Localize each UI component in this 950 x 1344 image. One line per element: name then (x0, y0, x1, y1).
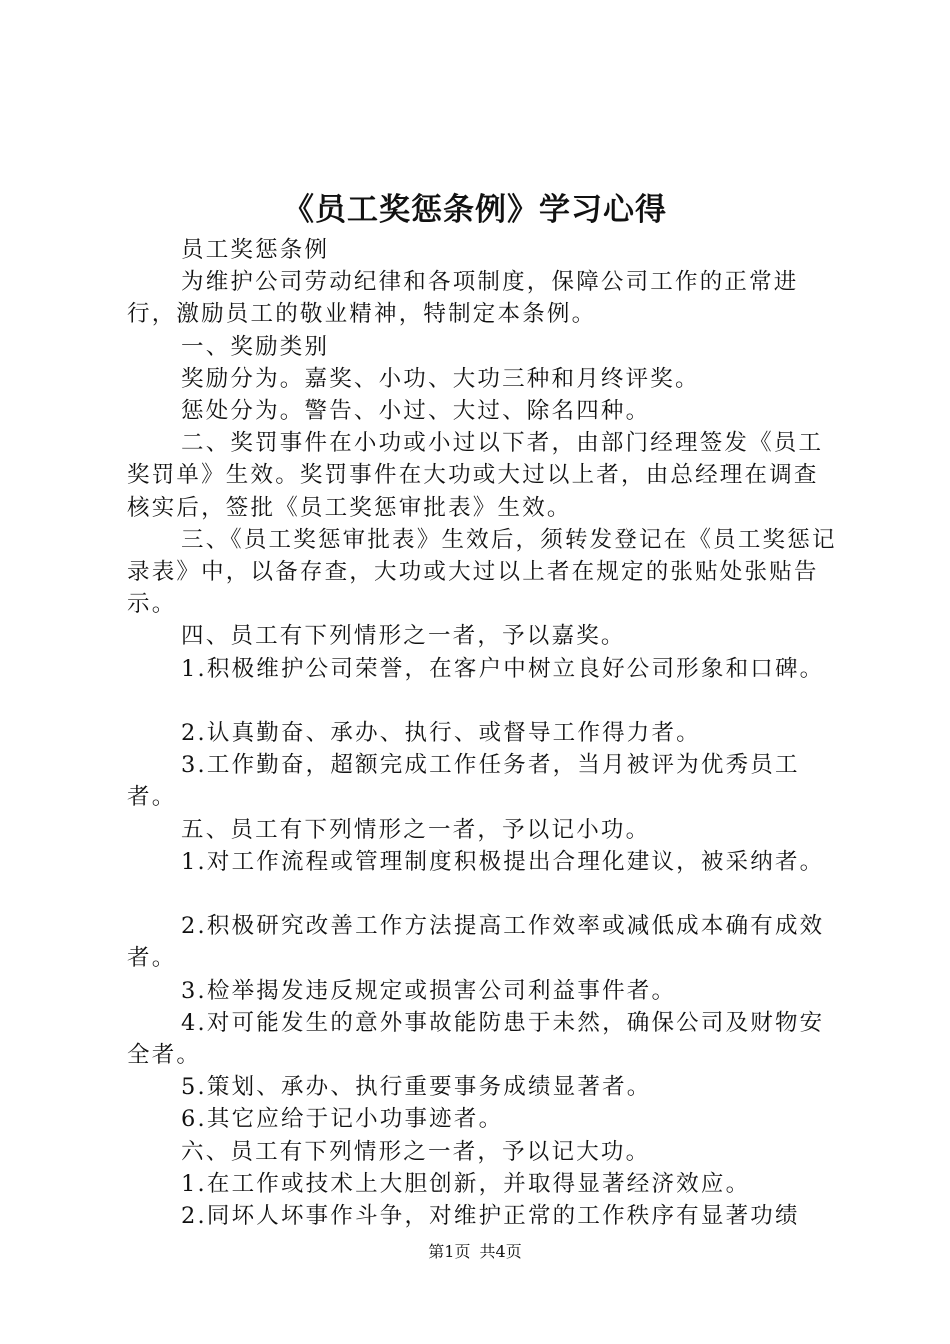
section-heading-5: 五、员工有下列情形之一者，予以记小功。 (181, 816, 651, 843)
list-item: 1.积极维护公司荣誉，在客户中树立良好公司形象和口碑。 (181, 655, 825, 682)
section-heading-1: 一、奖励类别 (181, 333, 330, 360)
section-heading-6: 六、员工有下列情形之一者，予以记大功。 (181, 1138, 651, 1165)
list-item: 6.其它应给于记小功事迹者。 (181, 1106, 504, 1133)
list-item: 2.同坏人坏事作斗争，对维护正常的工作秩序有显著功绩 (181, 1203, 800, 1230)
document-title: 《员工奖惩条例》学习心得 (283, 192, 667, 228)
list-item: 2.积极研究改善工作方法提高工作效率或减低成本确有成效者。 (127, 913, 825, 972)
page-footer (0, 1240, 950, 1264)
list-item: 3.检举揭发违反规定或损害公司利益事件者。 (181, 977, 677, 1004)
section-heading-4: 四、员工有下列情形之一者，予以嘉奖。 (181, 623, 626, 650)
document-body (127, 234, 837, 1232)
list-item: 1.对工作流程或管理制度积极提出合理化建议，被采纳者。 (181, 848, 825, 875)
paragraph-spacer (127, 685, 837, 717)
paragraph-penalty-types: 惩处分为。警告、小过、大过、除名四种。 (181, 398, 651, 425)
list-item: 3.工作勤奋，超额完成工作任务者，当月被评为优秀员工者。 (127, 752, 800, 811)
list-item: 2.认真勤奋、承办、执行、或督导工作得力者。 (181, 720, 701, 747)
section-3: 三、《员工奖惩审批表》生效后，须转发登记在《员工奖惩记录表》中，以备存查，大功或大过以上者在规定的张贴处张贴告示。 (127, 526, 837, 618)
section-2: 二、奖罚事件在小功或小过以下者，由部门经理签发《员工奖罚单》生效。奖罚事件在大功或大过以上者，由总经理在调查核实后，签批《员工奖惩审批表》生效。 (127, 430, 824, 521)
page-total: 共4页 (479, 1242, 522, 1261)
list-item: 4.对可能发生的意外事故能防患于未然，确保公司及财物安全者。 (127, 1009, 825, 1069)
paragraph-spacer (127, 878, 837, 910)
paragraph-heading: 员工奖惩条例 (181, 237, 330, 263)
page-number: 第1页 (428, 1242, 471, 1261)
list-item: 1.在工作或技术上大胆创新，并取得显著经济效应。 (181, 1170, 751, 1197)
paragraph-intro: 为维护公司劳动纪律和各项制度，保障公司工作的正常进行，激励员工的敬业精神，特制定本条例。 (127, 269, 799, 328)
paragraph-reward-types: 奖励分为。嘉奖、小功、大功三种和月终评奖。 (181, 365, 700, 392)
list-item: 5.策划、承办、执行重要事务成绩显著者。 (181, 1074, 652, 1101)
